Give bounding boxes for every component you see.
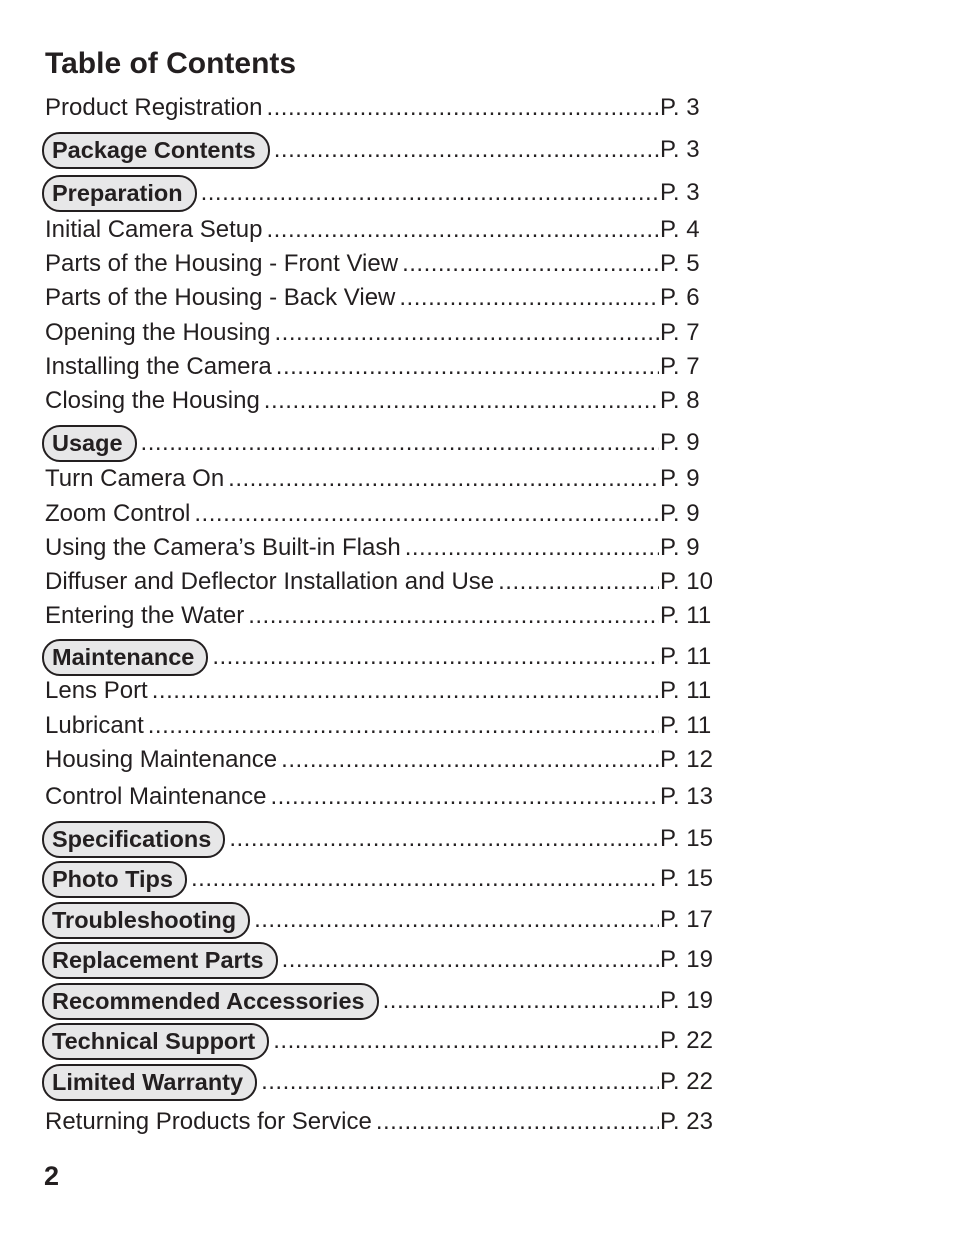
- page-number: 2: [44, 1161, 60, 1191]
- toc-entry-label: Installing the Camera: [45, 353, 272, 380]
- toc-entry-page: P. 4: [660, 216, 700, 243]
- toc-section-label: Limited Warranty: [42, 1064, 257, 1101]
- toc-section-label: Package Contents: [42, 132, 270, 169]
- toc-section-entry[interactable]: [45, 822, 718, 856]
- toc-entry-page: P. 19: [660, 946, 713, 973]
- toc-dot-leader: [266, 216, 659, 244]
- toc-entry-page: P. 11: [660, 643, 712, 670]
- toc-dot-leader: [261, 1068, 659, 1096]
- toc-section-entry[interactable]: [45, 903, 718, 937]
- toc-entry[interactable]: [45, 709, 718, 743]
- toc-entry-page: P. 11: [660, 677, 712, 704]
- toc-section-entry[interactable]: [45, 1065, 718, 1099]
- toc-entry-label: Zoom Control: [45, 500, 191, 527]
- toc-section-entry[interactable]: [45, 984, 718, 1018]
- toc-entry-label: Lubricant: [45, 712, 144, 739]
- toc-dot-leader: [201, 179, 659, 207]
- toc-entry-page: P. 19: [660, 987, 713, 1014]
- toc-section-label: Replacement Parts: [42, 942, 278, 979]
- toc-dot-leader: [275, 319, 660, 347]
- toc-entry[interactable]: [45, 384, 718, 418]
- toc-entry-page: P. 9: [660, 465, 700, 492]
- toc-entry-label: Parts of the Housing - Back View: [45, 284, 396, 311]
- toc-entry[interactable]: [45, 743, 718, 777]
- toc-entry-label: Returning Products for Service: [45, 1108, 372, 1135]
- toc-entry-label: Lens Port: [45, 677, 148, 704]
- toc-entry-page: P. 17: [660, 906, 713, 933]
- toc-dot-leader: [498, 568, 659, 596]
- toc-entry[interactable]: [45, 213, 718, 247]
- toc-entry[interactable]: [45, 780, 718, 814]
- toc-dot-leader: [152, 677, 659, 705]
- toc-section-label: Troubleshooting: [42, 902, 250, 939]
- toc-entry-label: Opening the Housing: [45, 319, 271, 346]
- toc-section-label: Recommended Accessories: [42, 983, 379, 1020]
- toc-entry-page: P. 8: [660, 387, 700, 414]
- toc-entry[interactable]: [45, 316, 718, 350]
- toc-dot-leader: [229, 825, 659, 853]
- toc-dot-leader: [270, 783, 659, 811]
- toc-dot-leader: [264, 387, 659, 415]
- toc-entry-page: P. 11: [660, 602, 712, 629]
- toc-dot-leader: [191, 865, 659, 893]
- toc-section-entry[interactable]: [45, 862, 718, 896]
- toc-entry-page: P. 23: [660, 1108, 713, 1135]
- page-title: Table of Contents: [45, 47, 297, 80]
- toc-dot-leader: [266, 94, 659, 122]
- toc-dot-leader: [254, 906, 659, 934]
- toc-section-label: Technical Support: [42, 1023, 269, 1060]
- toc-section-label: Photo Tips: [42, 861, 187, 898]
- toc-entry[interactable]: [45, 599, 718, 633]
- toc-entry[interactable]: [45, 247, 718, 281]
- toc-section-label: Specifications: [42, 821, 225, 858]
- toc-section-label: Usage: [42, 425, 137, 462]
- toc-dot-leader: [148, 712, 659, 740]
- toc-dot-leader: [276, 353, 659, 381]
- toc-dot-leader: [212, 643, 659, 671]
- toc-entry-page: P. 22: [660, 1027, 713, 1054]
- toc-dot-leader: [282, 946, 659, 974]
- toc-dot-leader: [402, 250, 659, 278]
- toc-entry-label: Turn Camera On: [45, 465, 225, 492]
- toc-section-label: Maintenance: [42, 639, 208, 676]
- toc-section-entry[interactable]: [45, 133, 718, 167]
- toc-entry[interactable]: [45, 350, 718, 384]
- toc-section-entry[interactable]: [45, 640, 718, 674]
- toc-section-label: Preparation: [42, 175, 197, 212]
- toc-section-entry[interactable]: [45, 1024, 718, 1058]
- toc-entry-page: P. 9: [660, 429, 700, 456]
- toc-dot-leader: [228, 465, 659, 493]
- toc-entry-page: P. 9: [660, 534, 700, 561]
- toc-dot-leader: [141, 429, 659, 457]
- toc-dot-leader: [273, 1027, 659, 1055]
- toc-entry-page: P. 12: [660, 746, 713, 773]
- toc-entry-page: P. 3: [660, 94, 700, 121]
- toc-entry-page: P. 22: [660, 1068, 713, 1095]
- toc-entry[interactable]: [45, 281, 718, 315]
- toc-entry[interactable]: [45, 497, 718, 531]
- toc-entry-page: P. 6: [660, 284, 700, 311]
- toc-section-entry[interactable]: [45, 176, 718, 210]
- toc-entry-page: P. 11: [660, 712, 712, 739]
- toc-entry[interactable]: [45, 674, 718, 708]
- toc-entry[interactable]: [45, 565, 718, 599]
- toc-section-entry[interactable]: [45, 943, 718, 977]
- toc-dot-leader: [405, 534, 659, 562]
- toc-entry-page: P. 13: [660, 783, 713, 810]
- toc-entry[interactable]: [45, 531, 718, 565]
- toc-entry-page: P. 7: [660, 353, 700, 380]
- toc-entry-label: Using the Camera’s Built-in Flash: [45, 534, 401, 561]
- toc-entry-page: P. 3: [660, 179, 700, 206]
- toc-entry[interactable]: [45, 462, 718, 496]
- toc-entry[interactable]: [45, 91, 718, 125]
- toc-dot-leader: [194, 500, 659, 528]
- toc-entry-label: Diffuser and Deflector Installation and Use: [45, 568, 495, 595]
- toc-section-entry[interactable]: [45, 426, 718, 460]
- toc-entry[interactable]: [45, 1105, 718, 1139]
- toc-entry-label: Parts of the Housing - Front View: [45, 250, 399, 277]
- toc-entry-page: P. 9: [660, 500, 700, 527]
- toc-entry-label: Entering the Water: [45, 602, 245, 629]
- toc-entry-label: Closing the Housing: [45, 387, 260, 414]
- toc-dot-leader: [383, 987, 659, 1015]
- toc-entry-page: P. 15: [660, 825, 713, 852]
- toc-entry-page: P. 10: [660, 568, 713, 595]
- toc-entry-label: Housing Maintenance: [45, 746, 278, 773]
- toc-entry-label: Product Registration: [45, 94, 263, 121]
- toc-entry-label: Control Maintenance: [45, 783, 267, 810]
- toc-dot-leader: [399, 284, 659, 312]
- toc-entry-page: P. 3: [660, 136, 700, 163]
- toc-dot-leader: [248, 602, 659, 630]
- toc-entry-page: P. 15: [660, 865, 713, 892]
- toc-dot-leader: [281, 746, 659, 774]
- toc-entry-page: P. 7: [660, 319, 700, 346]
- toc-dot-leader: [376, 1108, 659, 1136]
- toc-dot-leader: [274, 136, 659, 164]
- toc-entry-page: P. 5: [660, 250, 700, 277]
- toc-entry-label: Initial Camera Setup: [45, 216, 263, 243]
